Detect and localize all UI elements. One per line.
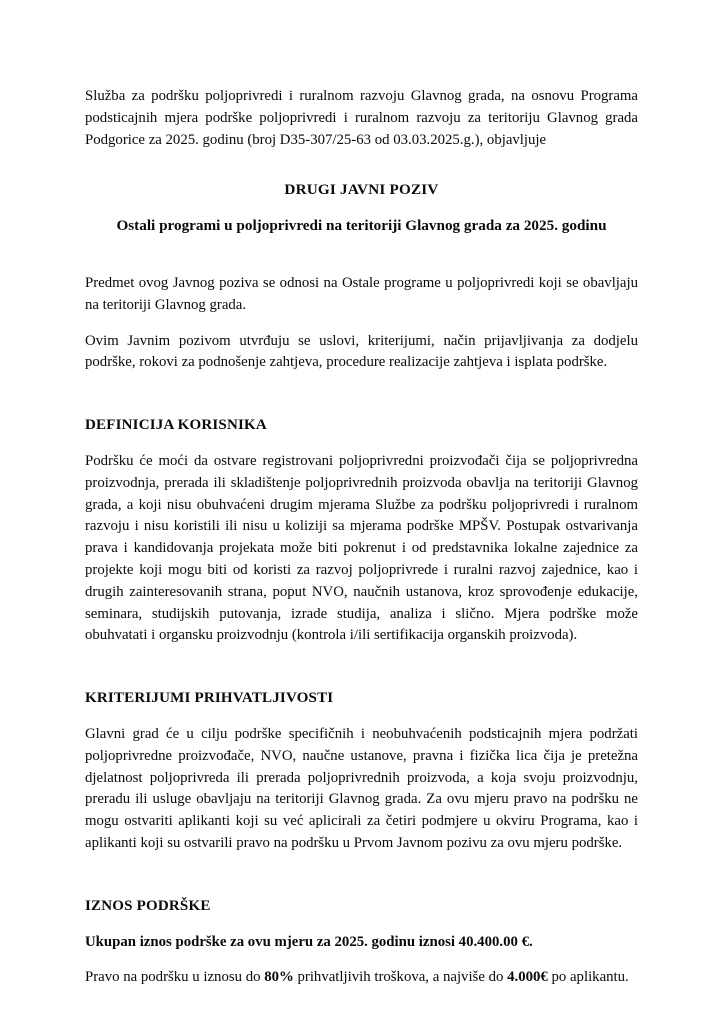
lead-paragraph-conditions: Ovim Javnim pozivom utvrđuju se uslovi, kriterijumi, način prijavljivanja za dodjelu podrške, rokovi za podnošenje zahtjeva, procedure realizacije zahtjeva i isplata podrške. xyxy=(85,332,638,371)
lead-paragraphs xyxy=(85,273,638,374)
support-percentage-line: Pravo na podršku u iznosu do 80% prihvatljivih troškova, a najviše do 4.000€ po aplikantu. xyxy=(85,969,629,986)
total-support-amount-line: Ukupan iznos podrške za ovu mjeru za 2025. godinu iznosi 40.400.00 €. xyxy=(85,933,533,950)
section-heading-iznos-podrske: IZNOS PODRŠKE xyxy=(85,897,211,914)
section-paragraph-kriterijumi-prihvatljivosti: Glavni grad će u cilju podrške specifičnih i neobuhvaćenih podsticajnih mjera podržati poljoprivredne proizvođače, NVO, naučne ustanove, pravna i fizička lica čija je pretežna djelatnost poljoprivreda ili prerada poljoprivrednih proizvoda, a koja svoju proizvodnju, preradu ili usluge obavljaju na teritoriji Glavnog grada. Za ovu mjeru pravo na podršku ne mogu ostvariti aplikanti koji su već aplicirali za četiri podmjere u okviru Programa, kao i aplikanti koji su ostvarili pravo na podršku u Prvom Javnom pozivu za ovu mjeru podrške. xyxy=(85,725,638,851)
lead-paragraph-subject: Predmet ovog Javnog poziva se odnosi na Ostale programe u poljoprivredi koji se obavljaju na teritoriji Glavnog grada. xyxy=(85,274,638,313)
section-heading-definicija-korisnika: DEFINICIJA KORISNIKA xyxy=(85,417,267,434)
section-kriterijumi-prihvatljivosti xyxy=(85,688,638,855)
document-body xyxy=(85,86,638,989)
section-definicija-korisnika xyxy=(85,415,638,647)
document-title: DRUGI JAVNI POZIV xyxy=(284,181,439,199)
section-heading-kriterijumi-prihvatljivosti: KRITERIJUMI PRIHVATLJIVOSTI xyxy=(85,690,334,707)
section-iznos-podrske xyxy=(85,896,638,989)
section-paragraph-definicija-korisnika: Podršku će moći da ostvare registrovani poljoprivredni proizvođači čija se poljoprivredna proizvodnja, prerada ili skladištenje poljoprivrednih proizvoda obavlja na teritoriji Glavnog grada, a koji nisu obuhvaćeni drugim mjerama Službe za podršku poljoprivredi i ruralnom razvoju i nisu koristili ili nisu u koliziji sa mjerama podrške MPŠV. Postupak ostvarivanja prava i kandidovanja projekata može biti pokrenut i od predstavnika lokalne zajednice za projekte koji mogu biti od koristi za razvoj poljoprivrede i ruralni razvoj zajednice, kao i drugih zainteresovanih strana, poput NVO, naučnih ustanova, kroz sprovođenje edukacije, seminara, studijskih putovanja, izrade studija, analiza i slično. Mjera podrške može obuhvatati i organsku proizvodnju (kontrola i/ili sertifikacija organskih proizvoda). xyxy=(85,452,638,644)
intro-paragraph: Služba za podršku poljoprivredi i ruralnom razvoju Glavnog grada, na osnovu Programa podsticajnih mjera podrške poljoprivredi i ruralnom razvoju za teritoriju Glavnog grada Podgorice za 2025. godinu (broj D35-307/25-63 od 03.03.2025.g.), objavljuje xyxy=(85,88,638,148)
document-subtitle: Ostali programi u poljoprivredi na teritoriji Glavnog grada za 2025. godinu xyxy=(116,217,607,235)
